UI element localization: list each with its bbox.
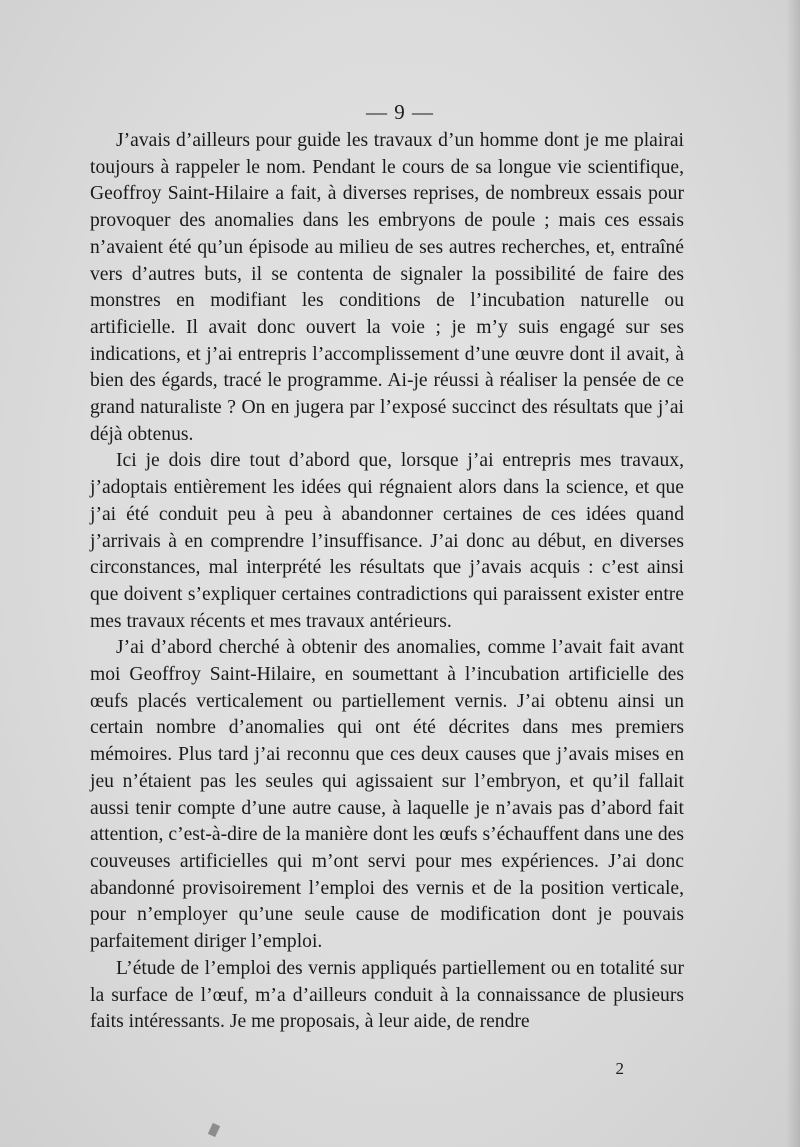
page-number: — 9 — <box>366 100 434 124</box>
scan-speck <box>208 1123 220 1137</box>
body-text <box>90 128 684 1036</box>
paragraph-1: J’avais d’ailleurs pour guide les travaux d’un homme dont je me plairai toujours à rappeler le nom. Pendant le cours de sa longue vie scientifique, Geoffroy Saint-Hilaire a fait, à diverses reprises, de nombreux essais pour provoquer des anomalies dans les embryons de poule ; mais ces essais n’avaient été qu’un épisode au milieu de ses autres recherches, et, entraîné vers d’autres buts, il se contenta de signaler la possibilité de faire des monstres en modifiant les conditions de l’incubation naturelle ou artificielle. Il avait donc ouvert la voie ; je m’y suis engagé sur ses indications, et j’ai entrepris l’accomplissement d’une œuvre dont il avait, à bien des égards, tracé le programme. Ai-je réussi à réaliser la pensée de ce grand naturaliste ? On en jugera par l’exposé succinct des résultats que j’ai déjà obtenus. <box>90 130 684 445</box>
signature-mark: 2 <box>615 1059 624 1078</box>
paragraph-2: Ici je dois dire tout d’abord que, lorsque j’ai entrepris mes travaux, j’adoptais entièrement les idées qui régnaient alors dans la science, et que j’ai été conduit peu à peu à abandonner certaines de ces idées quand j’arrivais à en comprendre l’insuffisance. J’ai donc au début, en diverses circonstances, mal interprété les résultats que j’avais acquis : c’est ainsi que doivent s’expliquer certaines contradictions qui paraissent exister entre mes travaux récents et mes travaux antérieurs. <box>90 450 684 632</box>
page-edge-shadow <box>786 0 800 1147</box>
paragraph-4: L’étude de l’emploi des vernis appliqués partiellement ou en totalité sur la surface de l’œuf, m’a d’ailleurs conduit à la connaissance de plusieurs faits intéressants. Je me proposais, à leur aide, de rendre <box>90 957 684 1033</box>
paragraph-3: J’ai d’abord cherché à obtenir des anomalies, comme l’avait fait avant moi Geoffroy Saint-Hilaire, en soumettant à l’incubation artificielle des œufs placés verticalement ou partiellement vernis. J’ai obtenu ainsi un certain nombre d’anomalies qui ont été décrites dans mes premiers mémoires. Plus tard j’ai reconnu que ces deux causes que j’avais mises en jeu n’étaient pas les seules qui agissaient sur l’embryon, et qu’il fallait aussi tenir compte d’une autre cause, à laquelle je n’avais pas d’abord fait attention, c’est-à-dire de la manière dont les œufs s’échauffent dans une des couveuses artificielles qui m’ont servi pour mes expériences. J’ai donc abandonné provisoirement l’emploi des vernis et de la position verticale, pour n’employer qu’une seule cause de modification dont je pouvais parfaitement diriger l’emploi. <box>90 637 684 953</box>
